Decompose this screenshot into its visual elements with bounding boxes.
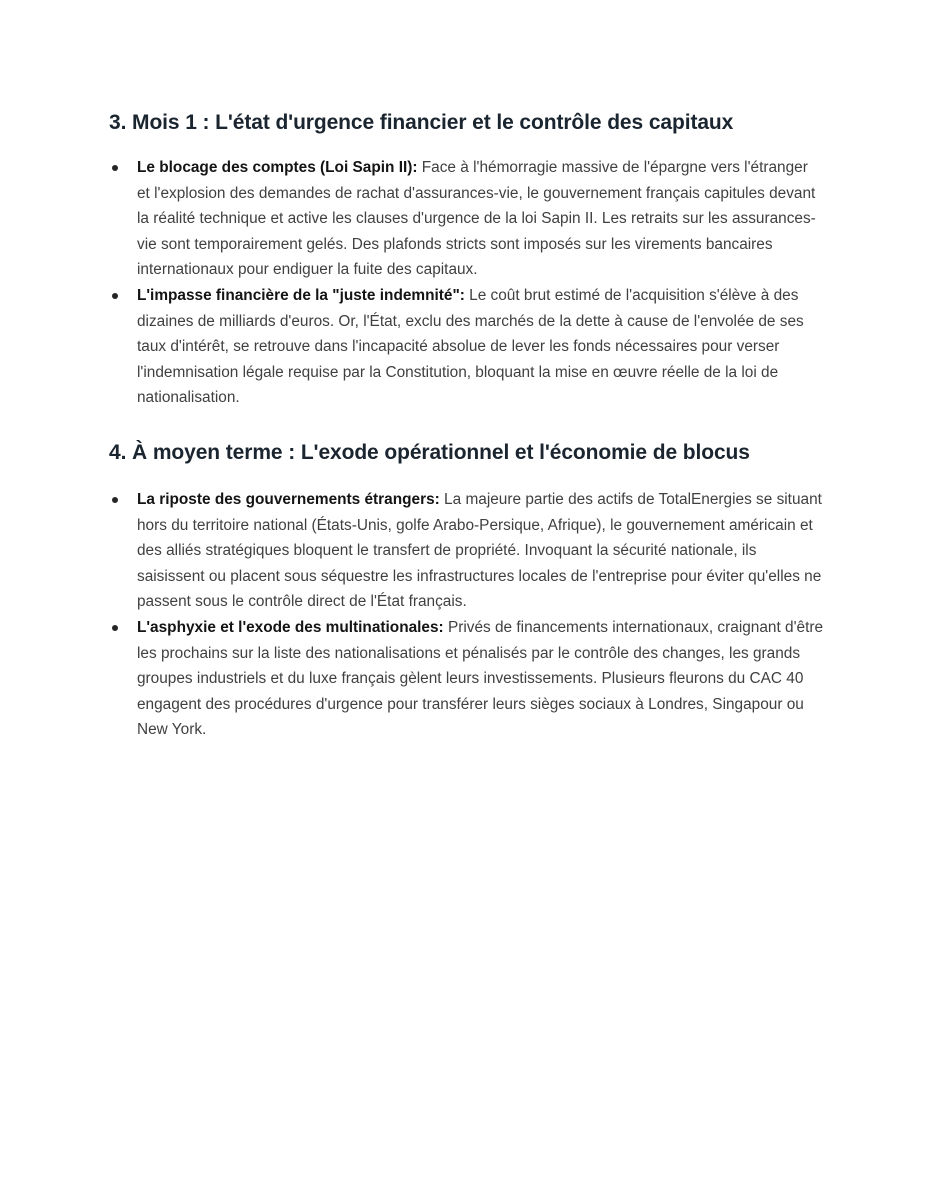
bullet-icon xyxy=(112,293,118,299)
bullet-list xyxy=(109,487,824,743)
bullet-icon xyxy=(112,165,118,171)
bullet-icon xyxy=(112,625,118,631)
item-lead: Le blocage des comptes (Loi Sapin II): xyxy=(137,159,418,176)
item-text: La majeure partie des actifs de TotalEnergies se situant hors du territoire national (États-Unis, golfe Arabo-Persique, Afrique), le gouvernement américain et des alliés stratégiques bloquent le transfert de propriété. Invoquant la sécurité nationale, ils saisissent ou placent sous séquestre les infrastructures locales de l'entreprise pour éviter qu'elles ne passent sous le contrôle direct de l'État français. xyxy=(137,491,822,611)
item-lead: L'asphyxie et l'exode des multinationales: xyxy=(137,618,444,636)
list-item xyxy=(109,155,824,283)
section-heading: 3. Mois 1 : L'état d'urgence financier et le contrôle des capitaux xyxy=(109,111,734,134)
list-item xyxy=(109,615,824,743)
item-text: Le coût brut estimé de l'acquisition s'élève à des dizaines de milliards d'euros. Or, l'État, exclu des marchés de la dette à cause de l'envolée de ses taux d'intérêt, se retrouve dans l'incapacité absolue de lever les fonds nécessaires pour verser l'indemnisation légale requise par la Constitution, bloquant la mise en œuvre réelle de la loi de nationalisation. xyxy=(137,286,804,407)
item-text: Privés de financements internationaux, craignant d'être les prochains sur la liste des nationalisations et pénalisés par le contrôle des changes, les grands groupes industriels et du luxe français gèlent leurs investissements. Plusieurs fleurons du CAC 40 engagent des procédures d'urgence pour transférer leurs sièges sociaux à Londres, Singapour ou New York. xyxy=(137,618,824,739)
list-item xyxy=(109,487,824,615)
section-heading: 4. À moyen terme : L'exode opérationnel et l'économie de blocus xyxy=(109,441,750,464)
bullet-icon xyxy=(112,497,118,503)
list-item xyxy=(109,283,824,411)
item-text: Face à l'hémorragie massive de l'épargne vers l'étranger et l'explosion des demandes de rachat d'assurances-vie, le gouvernement français capitules devant la réalité technique et active les clauses d'urgence de la loi Sapin II. Les retraits sur les assurances-vie sont temporairement gelés. Des plafonds stricts sont imposés sur les virements bancaires internationaux pour endiguer la fuite des capitaux. xyxy=(137,159,816,279)
item-lead: L'impasse financière de la "juste indemnité": xyxy=(137,286,465,304)
bullet-list xyxy=(109,155,824,411)
section-month-1 xyxy=(109,108,824,411)
item-lead: La riposte des gouvernements étrangers: xyxy=(137,491,440,508)
section-medium-term xyxy=(109,438,824,743)
